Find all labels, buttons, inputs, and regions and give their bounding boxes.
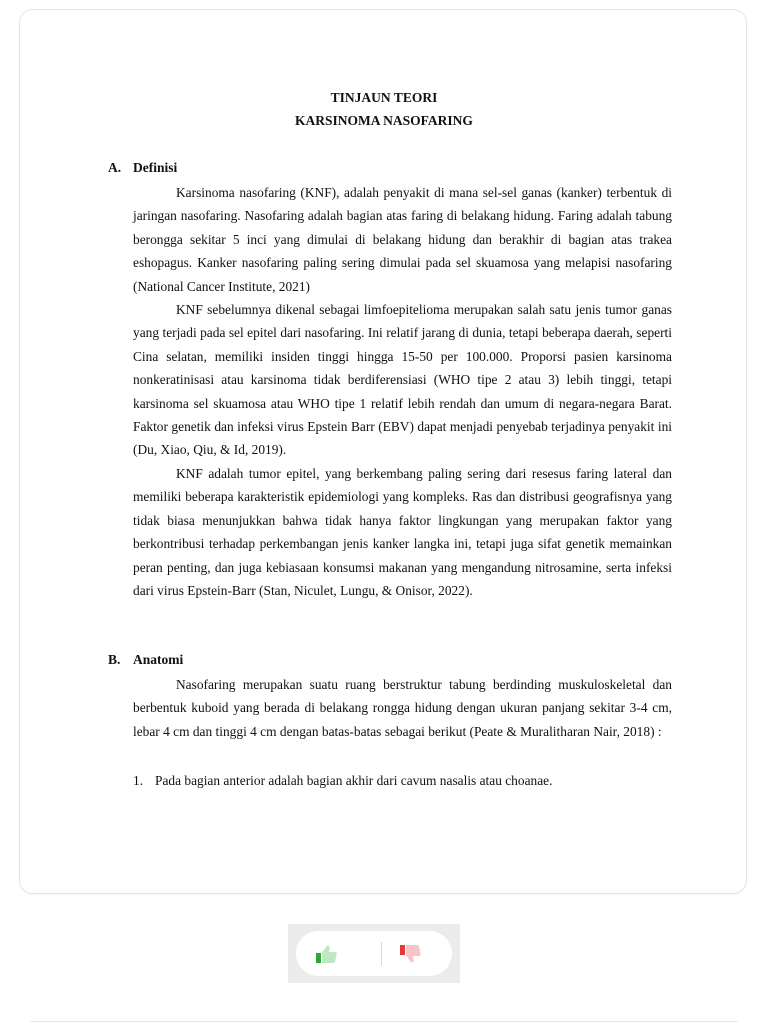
- list-text: Pada bagian anterior adalah bagian akhir dari cavum nasalis atau choanae.: [155, 773, 553, 788]
- feedback-pill: [296, 931, 452, 976]
- divider-line: [30, 1021, 738, 1022]
- document-subtitle: KARSINOMA NASOFARING: [295, 113, 473, 128]
- paragraph: Nasofaring merupakan suatu ruang berstruktur tabung berdinding muskuloskeletal dan berbentuk kuboid yang berada di belakang rongga hidung dengan ukuran panjang sekitar 3-4 cm, lebar 4 cm dan tinggi 4 cm dengan batas-batas sebagai berikut (Peate & Muralitharan Nair, 2018) :: [133, 677, 672, 739]
- section-b-heading: Anatomi: [133, 652, 184, 667]
- document-title: TINJAUN TEORI: [330, 90, 438, 105]
- paragraph: KNF sebelumnya dikenal sebagai limfoepitelioma merupakan salah satu jenis tumor ganas yang terjadi pada sel epitel dari nasofaring. Ini relatif jarang di dunia, tetapi beberapa daerah, seperti Cina selatan, memiliki insiden tinggi hingga 15-50 per 100.000. Proporsi pasien karsinoma nonkeratinisasi atau karsinoma tidak berdiferensiasi (WHO tipe 2 atau 3) lebih tinggi, tetapi karsinoma sel skuamosa atau WHO tipe 1 relatif lebih rendah dan umum di negara-negara Barat. Faktor genetik dan infeksi virus Epstein Barr (EBV) dapat menjadi penyebab terjadinya penyakit ini (Du, Xiao, Qiu, & Id, 2019).: [133, 302, 672, 458]
- section-a-letter: A.: [108, 160, 122, 175]
- feedback-divider: [381, 942, 382, 966]
- list-number: 1.: [133, 773, 144, 788]
- section-b-letter: B.: [108, 652, 121, 667]
- dislike-button[interactable]: [397, 940, 425, 968]
- feedback-bar: [288, 924, 460, 983]
- section-a-heading: Definisi: [133, 160, 178, 175]
- paragraph: KNF adalah tumor epitel, yang berkembang paling sering dari resesus faring lateral dan memiliki beberapa karakteristik epidemiologi yang kompleks. Ras dan distribusi geografisnya yang tidak biasa menunjukkan bahwa tidak hanya faktor lingkungan yang merupakan faktor yang berkontribusi terhadap perkembangan jenis kanker langka ini, tetapi juga sifat genetik memainkan peran penting, dan juga kebiasaan konsumsi makanan yang mengandung nitrosamine, serta infeksi dari virus Epstein-Barr (Stan, Niculet, Lungu, & Onisor, 2022).: [133, 466, 672, 599]
- list-item: [133, 769, 552, 792]
- paragraph: Karsinoma nasofaring (KNF), adalah penyakit di mana sel-sel ganas (kanker) terbentuk di jaringan nasofaring. Nasofaring adalah bagian atas faring di belakang hidung. Faring adalah tabung berongga sekitar 5 inci yang dimulai di belakang hidung dan berakhir di bagian atas trakea eshopagus. Kanker nasofaring paling sering dimulai pada sel skuamosa yang melapisi nasofaring (National Cancer Institute, 2021): [133, 185, 672, 294]
- like-button[interactable]: [313, 940, 341, 968]
- thumbs-up-icon: [313, 940, 341, 968]
- thumbs-down-icon: [397, 940, 425, 968]
